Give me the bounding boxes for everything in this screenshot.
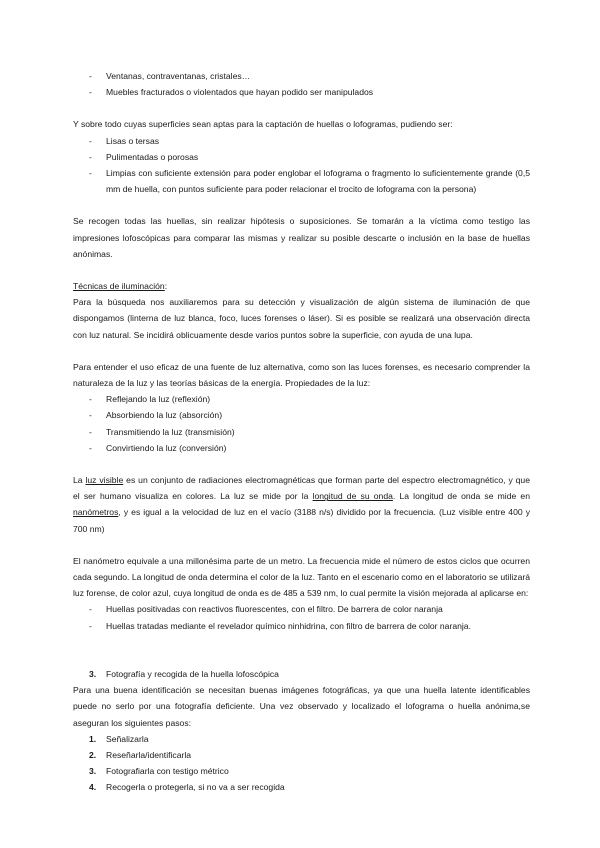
paragraph-fuente-luz: Para entender el uso eficaz de una fuente de luz alternativa, como son las luces forenses, es necesario comprender la naturaleza de la luz y las teorías básicas de la energía. Propiedades de la luz: <box>73 361 530 389</box>
list-windows-furniture <box>73 68 530 100</box>
paragraph-luz-visible <box>73 472 530 537</box>
text-run: , y es igual a la velocidad de luz en el vacío (3188 n/s) dividido por la frecuencia. (Luz visible entre 400 y 700 nm) <box>73 507 530 534</box>
text-run: . La longitud de onda se mide en <box>392 491 530 502</box>
paragraph-tecnicas: Para la búsqueda nos auxiliaremos para su detección y visualización de algún sistema de iluminación de que dispongamos (linterna de luz blanca, foco, luces forenses o láser). Si es posible se realizará una observación directa con luz natural. Se incidirá oblicuamente desde varios puntos sobre la superficie, con ayuda de una lupa. <box>73 297 530 340</box>
paragraph-recogen: Se recogen todas las huellas, sin realizar hipótesis o suposiciones. Se tomarán a la víctima como testigo las impresiones lofoscópicas para comparar las mismas y realizar su posible descarte o inclusión en la base de huellas anónimas. <box>73 216 530 259</box>
step-number: 4. <box>89 782 97 793</box>
list-item <box>73 763 530 779</box>
section-heading-fotografia <box>73 666 530 682</box>
list-item: - Convirtiendo la luz (conversión) <box>73 440 530 456</box>
step-text: Señalizarla <box>106 733 149 744</box>
list-item <box>73 747 530 763</box>
list-propiedades <box>73 391 530 456</box>
section-title: Fotografía y recogida de la huella lofoscópica <box>106 668 279 679</box>
step-number: 1. <box>89 733 97 744</box>
list-item: - Huellas tratadas mediante el revelador químico ninhidrina, con filtro de barrera de color naranja. <box>73 618 530 634</box>
paragraph-fotografia: Para una buena identificación se necesitan buenas imágenes fotográficas, ya que una huella latente identificables puede no serlo por una fotografía deficiente. Una vez observado y localizado el lofograma o huella anónima,se aseguran los siguientes pasos: <box>73 685 530 728</box>
paragraph-nanometro: El nanómetro equivale a una millonésima parte de un metro. La frecuencia mide el número de estos ciclos que ocurren cada segundo. La longitud de onda determina el color de la luz. Tanto en el escenario como en el laboratorio se utilizará luz forense, de color azul, cuya longitud de onda es de 485 a 539 nm, lo cual permite la visión mejorada al aplicarse en: <box>73 555 530 599</box>
list-aplicaciones <box>73 601 530 633</box>
text-run: La <box>73 475 86 486</box>
term-luz-visible: luz visible <box>85 475 124 486</box>
list-item <box>73 779 530 795</box>
step-text: Recogerla o protegerla, si no va a ser recogida <box>106 782 285 793</box>
step-text: Reseñarla/identificarla <box>106 749 192 760</box>
list-item: - Huellas positivadas con reactivos fluorescentes, con el filtro. De barrera de color naranja <box>73 601 530 617</box>
tecnicas-title: Técnicas de iluminación <box>73 281 165 292</box>
document-body <box>73 68 530 796</box>
surfaces-intro: Y sobre todo cuyas superficies sean aptas para la captación de huellas o lofogramas, pudiendo ser: <box>73 119 453 130</box>
list-item <box>73 731 530 747</box>
list-item: - Muebles fracturados o violentados que hayan podido ser manipulados <box>73 84 530 100</box>
step-number: 2. <box>89 749 97 760</box>
term-nanometros: nanómetros <box>73 507 119 518</box>
term-longitud-onda: longitud de su onda <box>312 491 393 502</box>
list-item: - Absorbiendo la luz (absorción) <box>73 407 530 423</box>
text-run: es un conjunto de radiaciones electromagnéticas que forman parte del espectro electromagnético, y que el ser humano visualiza en colores. La luz se mide por la <box>73 475 530 502</box>
list-item: - Lisas o tersas <box>73 133 530 149</box>
list-surfaces <box>73 133 530 198</box>
tecnicas-colon: : <box>164 281 168 292</box>
list-item: - Transmitiendo la luz (transmisión) <box>73 424 530 440</box>
list-pasos <box>73 731 530 796</box>
section-number: 3. <box>89 668 97 679</box>
section-heading-tecnicas <box>73 278 530 294</box>
list-item: - Limpias con suficiente extensión para poder englobar el lofograma o fragmento lo suficientemente grande (0,5 mm de huella, con puntos suficiente para poder relacionar el trocito de lofograma con la persona) <box>73 165 530 197</box>
list-item: - Reflejando la luz (reflexión) <box>73 391 530 407</box>
step-number: 3. <box>89 766 97 777</box>
list-item: - Pulimentadas o porosas <box>73 149 530 165</box>
list-item: - Ventanas, contraventanas, cristales… <box>73 68 530 84</box>
step-text: Fotografiarla con testigo métrico <box>106 766 229 777</box>
